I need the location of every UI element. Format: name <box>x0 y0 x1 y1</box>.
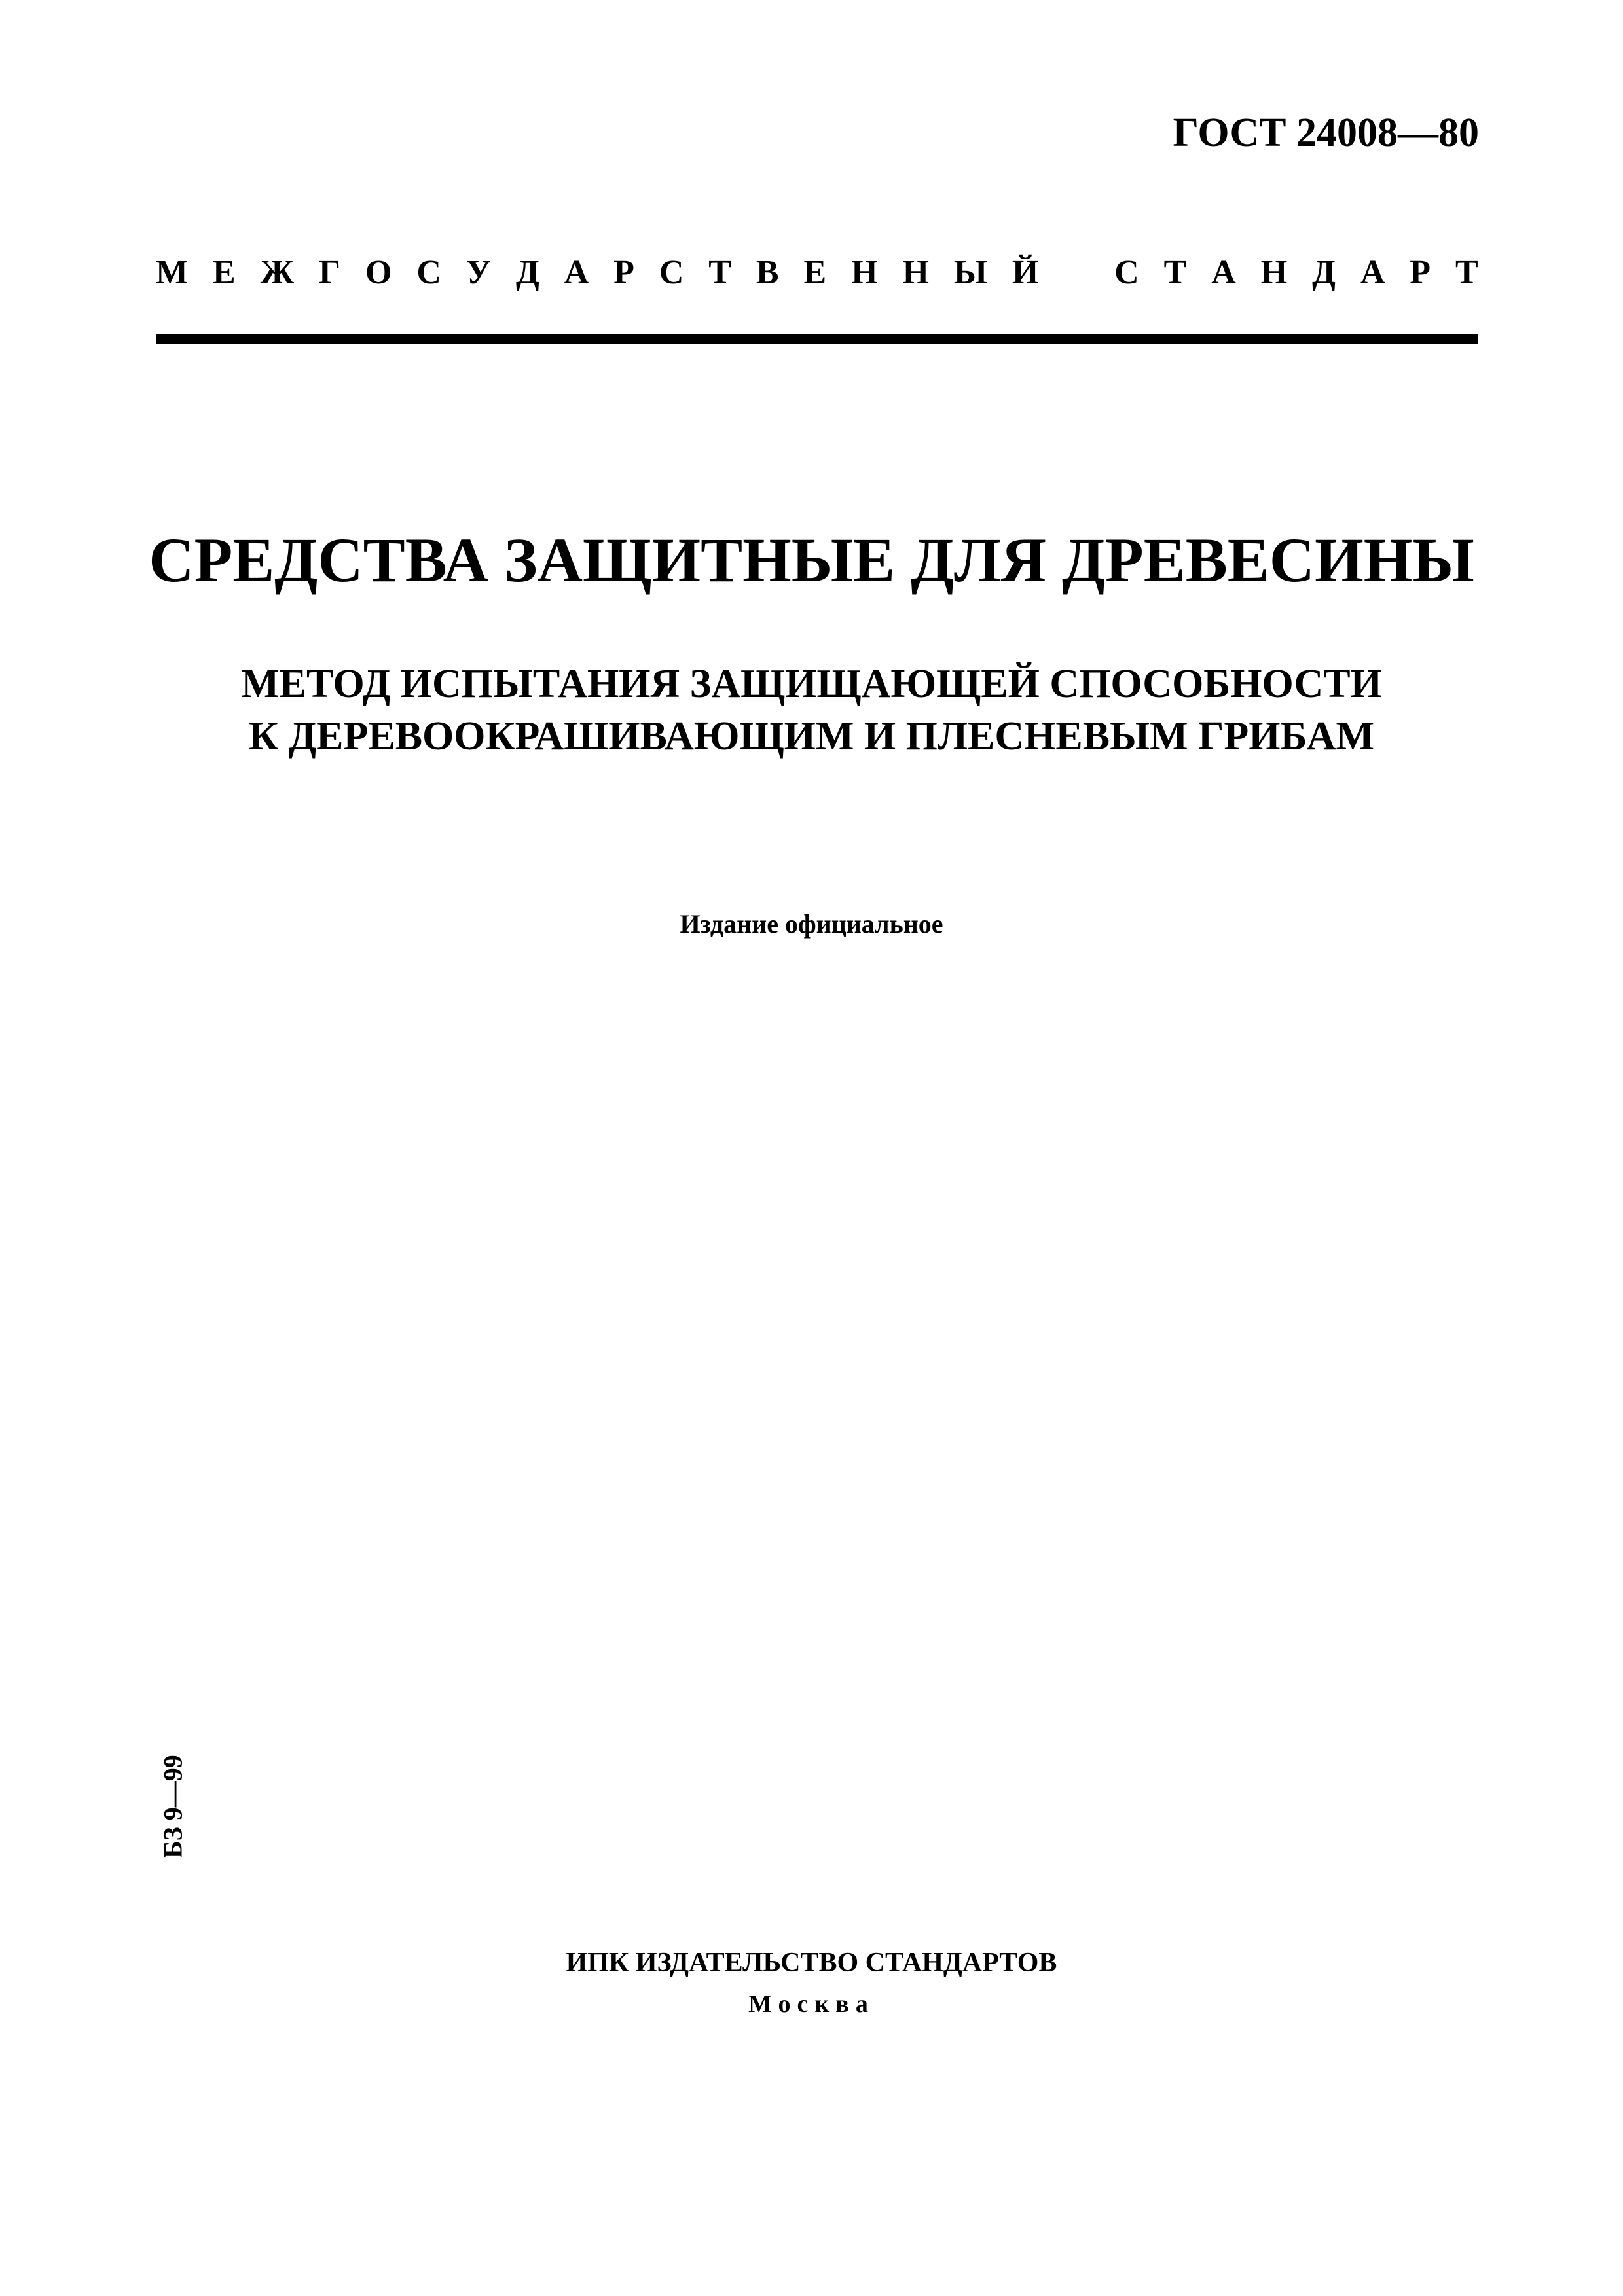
standard-type-letter: Д <box>515 254 539 291</box>
standard-type-letter: Д <box>1312 254 1336 291</box>
standard-type-letter: Т <box>1163 254 1187 291</box>
side-code-text: БЗ 9—99 <box>158 1755 188 1858</box>
standard-type-letter: М <box>156 254 189 291</box>
word-gap <box>1063 253 1089 292</box>
standard-type-letter: Т <box>1455 254 1478 291</box>
standard-type-letter: Н <box>851 254 878 291</box>
standard-type-letter: В <box>756 254 779 291</box>
publisher-city: Москва <box>748 1990 875 2018</box>
standard-type-letter: Й <box>1012 254 1039 291</box>
header-divider <box>156 334 1478 344</box>
standard-type-letter: Е <box>803 254 827 291</box>
standard-type-letter: С <box>416 254 441 291</box>
standard-type-letter: С <box>659 254 684 291</box>
standard-type-letter: У <box>465 254 492 291</box>
document-title: СРЕДСТВА ЗАЩИТНЫЕ ДЛЯ ДРЕВЕСИНЫ <box>149 525 1474 595</box>
publisher-name: ИПК ИЗДАТЕЛЬСТВО СТАНДАРТОВ <box>566 1948 1057 1978</box>
standard-type-letter: Ж <box>260 254 295 291</box>
standard-type-letter: А <box>1211 254 1236 291</box>
subtitle-line: К ДЕРЕВООКРАШИВАЮЩИМ И ПЛЕСНЕВЫМ ГРИБАМ <box>249 714 1374 759</box>
standard-type-letter: Н <box>902 254 929 291</box>
standard-type-letter: А <box>564 254 589 291</box>
document-number: ГОСТ 24008—80 <box>1173 111 1479 155</box>
standard-type-letter: Г <box>318 254 341 291</box>
document-subtitle <box>0 658 1623 762</box>
standard-type-letter: О <box>365 254 392 291</box>
standard-type-letter: С <box>1114 254 1139 291</box>
side-code <box>157 1748 189 1865</box>
edition-label: Издание официальное <box>680 909 943 939</box>
standard-type-heading <box>156 253 1478 292</box>
standard-type-letter: Р <box>613 254 634 291</box>
subtitle-line: МЕТОД ИСПЫТАНИЯ ЗАЩИЩАЮЩЕЙ СПОСОБНОСТИ <box>241 662 1382 706</box>
standard-type-letter: Р <box>1410 254 1431 291</box>
standard-type-letter: Н <box>1260 254 1288 291</box>
standard-type-letter: Ы <box>953 254 987 291</box>
standard-type-letter: Т <box>708 254 731 291</box>
standard-type-letter: Е <box>213 254 236 291</box>
standard-type-letter: А <box>1360 254 1385 291</box>
